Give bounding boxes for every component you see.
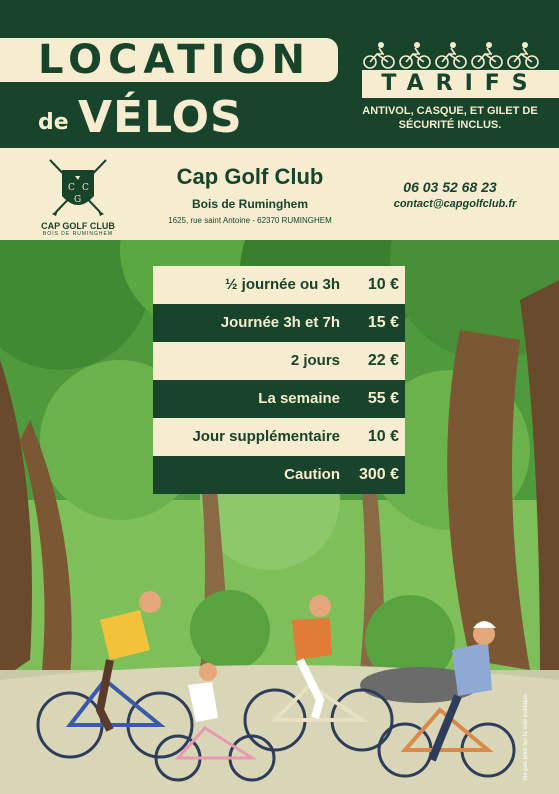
- club-subtitle: Bois de Ruminghem: [191, 197, 308, 211]
- title-location: LOCATION: [38, 37, 311, 83]
- price-value: 15 €: [367, 314, 399, 331]
- price-row: [153, 456, 405, 494]
- cyclist-icon: [400, 42, 430, 68]
- side-note: Ne pas jeter sur la voie publique: [523, 694, 529, 780]
- logo-name: CAP GOLF CLUB: [41, 221, 115, 231]
- price-row: [153, 418, 405, 456]
- price-row: [153, 342, 405, 380]
- club-address: 1625, rue saint Antoine - 62370 RUMINGHEM: [168, 216, 332, 225]
- included-note: ANTIVOL, CASQUE, ET GILET DE SÉCURITÉ INCLUS.: [362, 105, 538, 131]
- title-velos: VÉLOS: [78, 92, 243, 143]
- price-row: [153, 266, 405, 304]
- price-value: 300 €: [358, 466, 399, 483]
- price-label: ½ journée ou 3h: [224, 276, 340, 293]
- price-label: La semaine: [258, 390, 340, 407]
- tarifs-title: TARIFS: [381, 71, 540, 96]
- price-value: 55 €: [367, 390, 399, 407]
- price-value: 22 €: [367, 352, 399, 369]
- price-value: 10 €: [367, 276, 399, 293]
- price-label: 2 jours: [290, 352, 340, 369]
- price-row: [153, 304, 405, 342]
- phone-number[interactable]: 06 03 52 68 23: [403, 179, 497, 195]
- price-label: Journée 3h et 7h: [220, 314, 340, 331]
- cyclist-icon: [508, 42, 538, 68]
- email-link[interactable]: contact@capgolfclub.fr: [393, 198, 517, 210]
- cyclist-icon: [472, 42, 502, 68]
- logo-monogram-g: G: [74, 195, 82, 205]
- logo-monogram-c1: C: [68, 183, 75, 193]
- logo-subtitle: BOIS DE RUMINGHEM: [42, 231, 114, 237]
- price-row: [153, 380, 405, 418]
- price-value: 10 €: [367, 428, 399, 445]
- price-label: Caution: [284, 466, 340, 483]
- logo-monogram-c2: C: [82, 183, 89, 193]
- cyclist-icon: [436, 42, 466, 68]
- cyclist-icon: [364, 42, 394, 68]
- price-table: [153, 266, 405, 494]
- cyclists-row: [362, 40, 542, 70]
- price-label: Jour supplémentaire: [192, 428, 340, 445]
- title-de: de: [38, 110, 69, 135]
- club-name: Cap Golf Club: [176, 164, 324, 189]
